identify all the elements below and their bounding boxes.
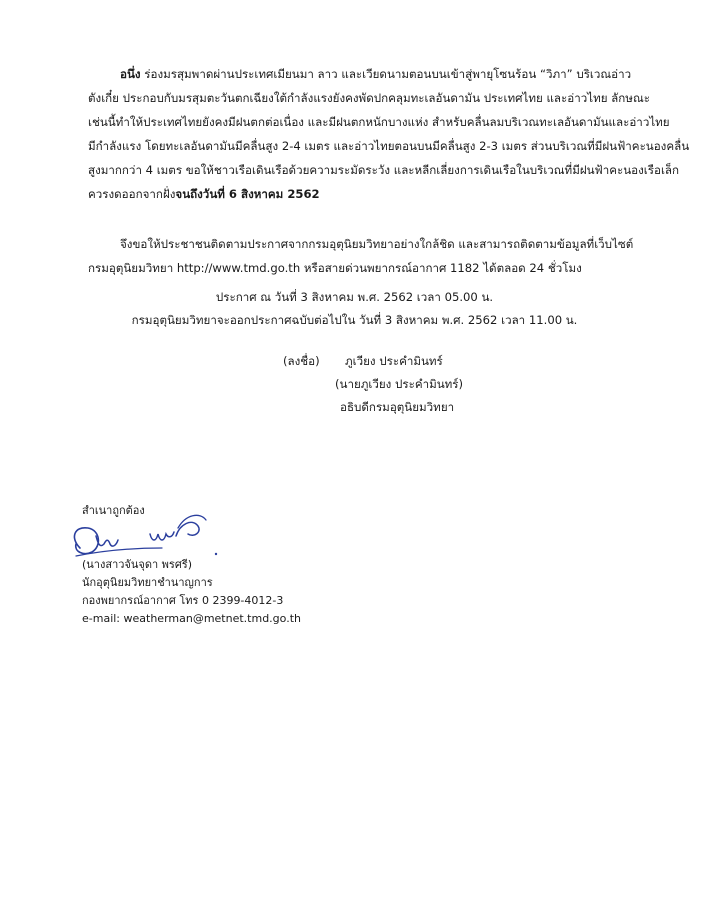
signatory-name: ภูเวียง ประคำมินทร์ <box>345 354 443 368</box>
office-phone: กองพยากรณ์อากาศ โทร 0 2399-4012-3 <box>82 594 284 607</box>
paragraph-line: จึงขอให้ประชาชนติดตามประกาศจากกรมอุตุนิยมวิทยาอย่างใกล้ชิด และสามารถติดตามข้อมูลที่เว็บไซต์ <box>120 237 634 251</box>
certification-footer <box>82 502 301 628</box>
paragraph-text: ร่องมรสุมพาดผ่านประเทศเมียนมา ลาว และเวียดนามตอนบนเข้าสู่พายุโซนร้อน “วิภา” บริเวณอ่าว <box>140 67 632 81</box>
signed-label: (ลงชื่อ) <box>283 354 320 368</box>
certifier-position: นักอุตุนิยมวิทยาชำนาญการ <box>82 576 213 589</box>
certifier-name: (นางสาวจันจุดา พรศรี) <box>82 558 192 571</box>
paragraph-line: ตังเกี๋ย ประกอบกับมรสุมตะวันตกเฉียงใต้กำลังแรงยังคงพัดปกคลุมทะเลอันดามัน ประเทศไทย และอ่าวไทย ลักษณะ <box>88 91 650 105</box>
paragraph-line <box>88 62 658 86</box>
signatory-title: อธิบดีกรมอุตุนิยมวิทยา <box>340 400 455 414</box>
paragraph-text: ควรงดออกจากฝั่ง <box>88 187 176 201</box>
paragraph-line: กรมอุตุนิยมวิทยา http://www.tmd.go.th หรือสายด่วนพยากรณ์อากาศ 1182 ได้ตลอด 24 ชั่วโมง <box>88 261 582 275</box>
deadline-text: จนถึงวันที่ 6 สิงหาคม 2562 <box>175 187 320 201</box>
paragraph-line: เช่นนี้ทำให้ประเทศไทยยังคงมีฝนตกต่อเนื่อง และมีฝนตกหนักบางแห่ง สำหรับคลื่นลมบริเวณทะเลอันดามันและอ่าวไทย <box>88 115 670 129</box>
issued-time: ประกาศ ณ วันที่ 3 สิงหาคม พ.ศ. 2562 เวลา 05.00 น. <box>215 290 494 304</box>
warning-paragraph <box>88 62 690 206</box>
paragraph-line: สูงมากกว่า 4 เมตร ขอให้ชาวเรือเดินเรือด้วยความระมัดระวัง และหลีกเลี่ยงการเดินเรือในบริเวณที่มีฝนฟ้าคะนองเรือเล็ก <box>88 163 680 177</box>
next-announcement: กรมอุตุนิยมวิทยาจะออกประกาศฉบับต่อไปใน วันที่ 3 สิงหาคม พ.ศ. 2562 เวลา 11.00 น. <box>131 313 578 327</box>
certified-copy-label: สำเนาถูกต้อง <box>82 504 145 517</box>
signatory-full-name: (นายภูเวียง ประคำมินทร์) <box>335 377 464 391</box>
lead-word: อนึ่ง <box>120 67 141 81</box>
paragraph-line <box>88 182 658 206</box>
contact-email: e-mail: weatherman@metnet.tmd.go.th <box>82 612 301 625</box>
advice-paragraph <box>88 232 658 280</box>
paragraph-line: มีกำลังแรง โดยทะเลอันดามันมีคลื่นสูง 2-4 เมตร และอ่าวไทยตอนบนมีคลื่นสูง 2-3 เมตร ส่วนบริเวณที่มีฝนฟ้าคะนองคลื่น <box>88 139 690 153</box>
